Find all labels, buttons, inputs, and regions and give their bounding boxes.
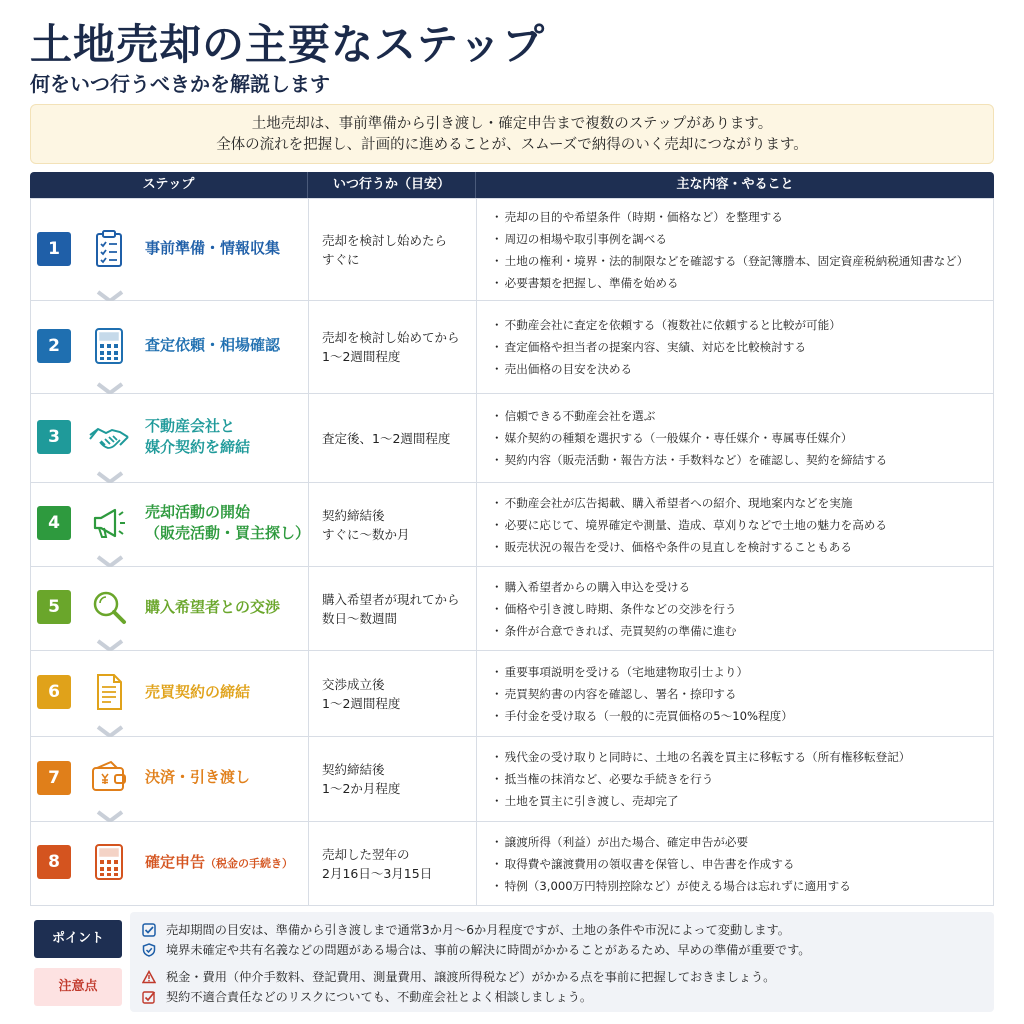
step-number-badge: 5 [37, 590, 71, 624]
timing-line: すぐに [322, 251, 360, 267]
step-name-line: 不動産会社と [145, 416, 236, 435]
timing-line: 売却した翌年の [322, 846, 410, 862]
step-cell [31, 301, 309, 393]
timing-line: 1〜2か月程度 [322, 781, 401, 796]
timing-line: 数日〜数週間 [322, 610, 398, 626]
table-row [30, 567, 994, 651]
step-cell [31, 199, 309, 300]
notes-box [130, 912, 994, 1012]
step-name [145, 852, 293, 874]
header-timing: いつ行うか（目安） [308, 172, 476, 198]
intro-box [30, 104, 994, 164]
timing-cell [309, 483, 477, 566]
point-note-2: 境界未確定や共有名義などの問題がある場合は、事前の解決に時間がかかることがあるため、早めの準備が重要です。 [142, 941, 810, 959]
timing-cell [309, 394, 477, 482]
content-cell [477, 199, 995, 300]
step-name [145, 416, 250, 458]
list-item: ・ 手付金を受け取る（一般的に売買価格の5〜10%程度） [491, 705, 995, 727]
table-header [30, 172, 994, 198]
step-name [145, 682, 250, 703]
list-item: ・ 不動産会社に査定を依頼する（複数社に依頼すると比較が可能） [491, 314, 995, 336]
shield-check-icon [142, 943, 156, 957]
calculator-icon [87, 324, 131, 368]
step-name-line: （販売活動・買主探し） [145, 524, 311, 542]
list-item: ・ 契約内容（販売活動・報告方法・手数料など）を確認し、契約を締結する [491, 449, 995, 471]
wallet-yen-icon [87, 756, 131, 800]
step-name-line: 査定依頼・相場確認 [145, 336, 281, 354]
timing-cell [309, 567, 477, 650]
step-name-line: 購入希望者との交渉 [145, 597, 281, 616]
timing-cell [309, 822, 477, 905]
list-item: ・ 査定価格や担当者の提案内容、実績、対応を比較検討する [491, 336, 995, 358]
step-name-line: 媒介契約を締結 [145, 437, 251, 456]
timing-line: 1〜2週間程度 [322, 349, 401, 364]
timing-line: 1〜2週間程度 [322, 695, 401, 711]
table-row [30, 301, 994, 394]
table-row [30, 737, 994, 822]
steps-table [30, 198, 994, 906]
timing-line: 契約締結後 [322, 507, 385, 523]
table-row [30, 198, 994, 301]
table-row [30, 822, 994, 906]
step-name-line: 売買契約の締結 [145, 682, 251, 701]
list-item: ・ 抵当権の抹消など、必要な手続きを行う [491, 768, 995, 790]
step-cell [31, 822, 309, 905]
step-name-line: 確定申告（税金の手続き） [145, 852, 294, 871]
list-item: ・ 土地の権利・境界・法的制限などを確認する（登記簿謄本、固定資産税納税通知書など） [491, 250, 995, 272]
timing-line: 交渉成立後 [322, 676, 385, 692]
caution-note-1: 税金・費用（仲介手数料、登記費用、測量費用、譲渡所得税など）がかかる点を事前に把握しておきましょう。 [142, 968, 775, 986]
table-row [30, 394, 994, 483]
list-item: ・ 購入希望者からの購入申込を受ける [491, 576, 995, 598]
list-item: ・ 売却の目的や希望条件（時期・価格など）を整理する [491, 206, 995, 228]
step-number-badge: 3 [37, 420, 71, 454]
list-item: ・ 譲渡所得（利益）が出た場合、確定申告が必要 [491, 831, 995, 853]
list-item: ・ 販売状況の報告を受け、価格や条件の見直しを検討することもある [491, 536, 995, 558]
table-row [30, 651, 994, 737]
intro-line-1: 土地売却は、事前準備から引き渡し・確定申告まで複数のステップがあります。 [251, 116, 773, 132]
caution-note-2: 契約不適合責任などのリスクについても、不動産会社とよく相談しましょう。 [142, 988, 592, 1006]
tax-calculator-icon [87, 840, 131, 884]
step-number-badge: 7 [37, 761, 71, 795]
timing-line: 購入希望者が現れてから [322, 591, 460, 607]
point-note-1: 売却期間の目安は、準備から引き渡しまで通常3か月〜6か月程度ですが、土地の条件や市況によって変動します。 [142, 921, 790, 939]
checkbox-icon [142, 923, 156, 937]
timing-line: 2月16日〜3月15日 [322, 865, 433, 881]
page-title: 土地売却の主要なステップ [30, 20, 546, 69]
list-item: ・ 残代金の受け取りと同時に、土地の名義を買主に移転する（所有権移転登記） [491, 746, 995, 768]
step-number-badge: 6 [37, 675, 71, 709]
step-name-line: 事前準備・情報収集 [145, 239, 281, 257]
list-item: ・ 重要事項説明を受ける（宅地建物取引士より） [491, 661, 995, 683]
list-item: ・ 土地を買主に引き渡し、売却完了 [491, 790, 995, 812]
step-name-line: 決済・引き渡し [145, 768, 251, 786]
megaphone-icon [87, 501, 131, 545]
header-content: 主な内容・やること [676, 177, 794, 192]
step-name [145, 238, 280, 259]
step-name [145, 502, 311, 544]
step-number-badge: 1 [37, 232, 71, 266]
timing-line: 売却を検討し始めてから [322, 330, 460, 345]
content-cell [477, 651, 995, 736]
magnifier-icon [87, 585, 131, 629]
step-number-badge: 4 [37, 506, 71, 540]
timing-line: 売却を検討し始めたら [322, 232, 448, 248]
timing-cell [309, 737, 477, 821]
step-cell [31, 567, 309, 650]
document-icon [87, 670, 131, 714]
list-item: ・ 売出価格の目安を決める [491, 358, 995, 380]
point-badge: ポイント [34, 920, 122, 958]
checkbox-warning-icon [142, 990, 156, 1004]
header-step: ステップ [30, 172, 308, 198]
step-number-badge: 8 [37, 845, 71, 879]
warning-icon [142, 970, 156, 984]
step-name-note: （税金の手続き） [205, 856, 294, 870]
content-cell [477, 737, 995, 821]
timing-line: 査定後、1〜2週間程度 [322, 430, 451, 446]
timing-cell [309, 301, 477, 393]
step-name [145, 335, 280, 356]
timing-cell [309, 199, 477, 300]
list-item: ・ 信頼できる不動産会社を選ぶ [491, 405, 995, 427]
step-cell [31, 483, 309, 566]
content-cell [477, 394, 995, 482]
timing-line: すぐに〜数か月 [322, 526, 410, 542]
content-cell [477, 822, 995, 905]
step-name-line: 売却活動の開始 [145, 503, 251, 521]
handshake-icon [87, 415, 131, 459]
step-cell [31, 651, 309, 736]
step-name [145, 767, 250, 788]
content-cell [477, 301, 995, 393]
timing-cell [309, 651, 477, 736]
timing-line: 契約締結後 [322, 762, 385, 777]
list-item: ・ 価格や引き渡し時期、条件などの交渉を行う [491, 598, 995, 620]
content-cell [477, 567, 995, 650]
page-subtitle: 何をいつ行うべきかを解説します [30, 72, 330, 96]
table-row [30, 483, 994, 567]
list-item: ・ 必要書類を把握し、準備を始める [491, 272, 995, 294]
list-item: ・ 周辺の相場や取引事例を調べる [491, 228, 995, 250]
list-item: ・ 取得費や譲渡費用の領収書を保管し、申告書を作成する [491, 853, 995, 875]
list-item: ・ 必要に応じて、境界確定や測量、造成、草刈りなどで土地の魅力を高める [491, 514, 995, 536]
list-item: ・ 条件が合意できれば、売買契約の準備に進む [491, 620, 995, 642]
step-cell [31, 394, 309, 482]
caution-badge: 注意点 [34, 968, 122, 1006]
intro-line-2: 全体の流れを把握し、計画的に進めることが、スムーズで納得のいく売却につながります。 [216, 137, 808, 153]
step-number-badge: 2 [37, 329, 71, 363]
step-cell [31, 737, 309, 821]
list-item: ・ 売買契約書の内容を確認し、署名・捺印する [491, 683, 995, 705]
notes-section [30, 912, 994, 1012]
step-name [145, 597, 280, 618]
list-item: ・ 媒介契約の種類を選択する（一般媒介・専任媒介・専属専任媒介） [491, 427, 995, 449]
clipboard-checklist-icon [87, 227, 131, 271]
content-cell [477, 483, 995, 566]
list-item: ・ 不動産会社が広告掲載、購入希望者への紹介、現地案内などを実施 [491, 492, 995, 514]
list-item: ・ 特例（3,000万円特別控除など）が使える場合は忘れずに適用する [491, 875, 995, 897]
